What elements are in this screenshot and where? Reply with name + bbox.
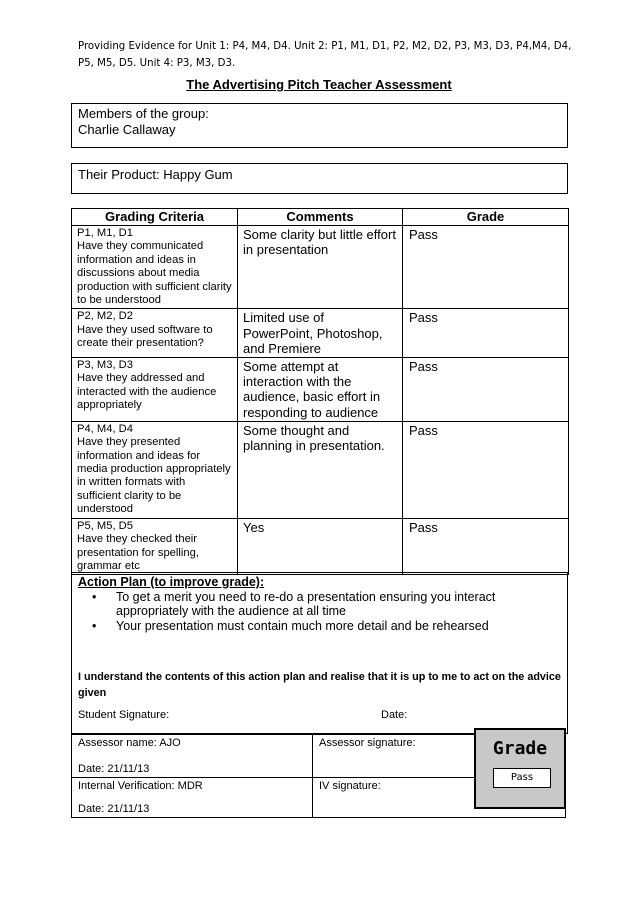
action-plan-title: Action Plan (to improve grade): bbox=[78, 575, 265, 589]
comment-cell: Yes bbox=[238, 518, 403, 575]
internal-verification: Internal Verification: MDR bbox=[78, 780, 203, 792]
comment-cell: Some clarity but little effort in presentation bbox=[238, 226, 403, 309]
criteria-cell bbox=[72, 518, 238, 575]
table-row bbox=[72, 309, 569, 358]
members-label: Members of the group: bbox=[78, 106, 209, 121]
table-row bbox=[72, 518, 569, 575]
page-title: The Advertising Pitch Teacher Assessment bbox=[186, 77, 452, 92]
grade-cell: Pass bbox=[403, 518, 569, 575]
criteria-question: Have they addressed and interacted with the audience appropriately bbox=[77, 372, 217, 412]
grade-cell: Pass bbox=[403, 421, 569, 518]
criteria-code: P4, M4, D4 bbox=[77, 422, 133, 435]
bullet-icon: • bbox=[92, 590, 97, 604]
student-date-label: Date: bbox=[381, 709, 408, 721]
action-plan-list bbox=[78, 590, 561, 634]
table-row bbox=[72, 358, 569, 422]
criteria-cell bbox=[72, 226, 238, 309]
student-signature-label: Student Signature: bbox=[78, 709, 170, 721]
criteria-code: P1, M1, D1 bbox=[77, 227, 133, 239]
verification-date: Date: 21/11/13 bbox=[78, 803, 150, 815]
criteria-question: Have they checked their presentation for spelling, grammar etc bbox=[77, 533, 199, 572]
assessor-name: Assessor name: AJO bbox=[78, 737, 181, 749]
criteria-code: P3, M3, D3 bbox=[77, 359, 133, 372]
action-plan-box bbox=[71, 572, 568, 734]
action-item-text: To get a merit you need to re-do a presentation ensuring you interact appropriately with the audience at all time bbox=[116, 590, 496, 619]
members-box bbox=[71, 103, 568, 148]
list-item bbox=[78, 619, 561, 633]
grading-header-row bbox=[72, 209, 569, 226]
criteria-question: Have they presented information and ideas for media production appropriately in written formats with sufficient clarity to be understood bbox=[77, 436, 231, 516]
grade-header: Grade bbox=[403, 209, 569, 226]
grading-table bbox=[71, 208, 569, 575]
assessor-date: Date: 21/11/13 bbox=[78, 763, 150, 775]
table-row bbox=[72, 421, 569, 518]
comment-cell: Some attempt at interaction with the audience, basic effort in responding to audience bbox=[238, 358, 403, 422]
final-grade-title: Grade bbox=[492, 738, 548, 759]
iv-signature-label: IV signature: bbox=[313, 778, 566, 818]
criteria-question: Have they used software to create their presentation? bbox=[77, 323, 213, 350]
verification-cell bbox=[72, 778, 313, 818]
action-item-text: Your presentation must contain much more detail and be rehearsed bbox=[116, 619, 489, 634]
final-grade-value: Pass bbox=[493, 768, 551, 788]
criteria-code: P2, M2, D2 bbox=[77, 310, 133, 323]
member-name: Charlie Callaway bbox=[78, 122, 176, 137]
table-row bbox=[72, 226, 569, 309]
list-item bbox=[78, 590, 561, 618]
criteria-question: Have they communicated information and ideas in discussions about media production with sufficient clarity to be understood bbox=[77, 240, 232, 307]
assessor-signature-label: Assessor signature: bbox=[313, 735, 566, 778]
comment-cell: Limited use of PowerPoint, Photoshop, and Premiere bbox=[238, 309, 403, 358]
acknowledgement-statement: I understand the contents of this action plan and realise that it is up to me to act on the advice given bbox=[78, 671, 561, 699]
criteria-header: Grading Criteria bbox=[72, 209, 238, 226]
bullet-icon: • bbox=[92, 619, 97, 634]
final-grade-box bbox=[474, 728, 566, 809]
unit-evidence-note: Providing Evidence for Unit 1: P4, M4, D4. Unit 2: P1, M1, D1, P2, M2, D2, P3, M3, D3, P4,M4, D4, P5, M5, D5. Unit 4: P3, M3, D3. bbox=[78, 41, 572, 69]
grade-cell: Pass bbox=[403, 309, 569, 358]
grade-cell: Pass bbox=[403, 226, 569, 309]
comments-header: Comments bbox=[238, 209, 403, 226]
comment-cell: Some thought and planning in presentation. bbox=[238, 421, 403, 518]
product-box bbox=[71, 163, 568, 194]
criteria-code: P5, M5, D5 bbox=[77, 519, 133, 532]
criteria-cell bbox=[72, 358, 238, 422]
criteria-cell bbox=[72, 309, 238, 358]
grade-cell: Pass bbox=[403, 358, 569, 422]
assessor-cell bbox=[72, 735, 313, 778]
product-label: Their Product: Happy Gum bbox=[78, 167, 233, 182]
criteria-cell bbox=[72, 421, 238, 518]
